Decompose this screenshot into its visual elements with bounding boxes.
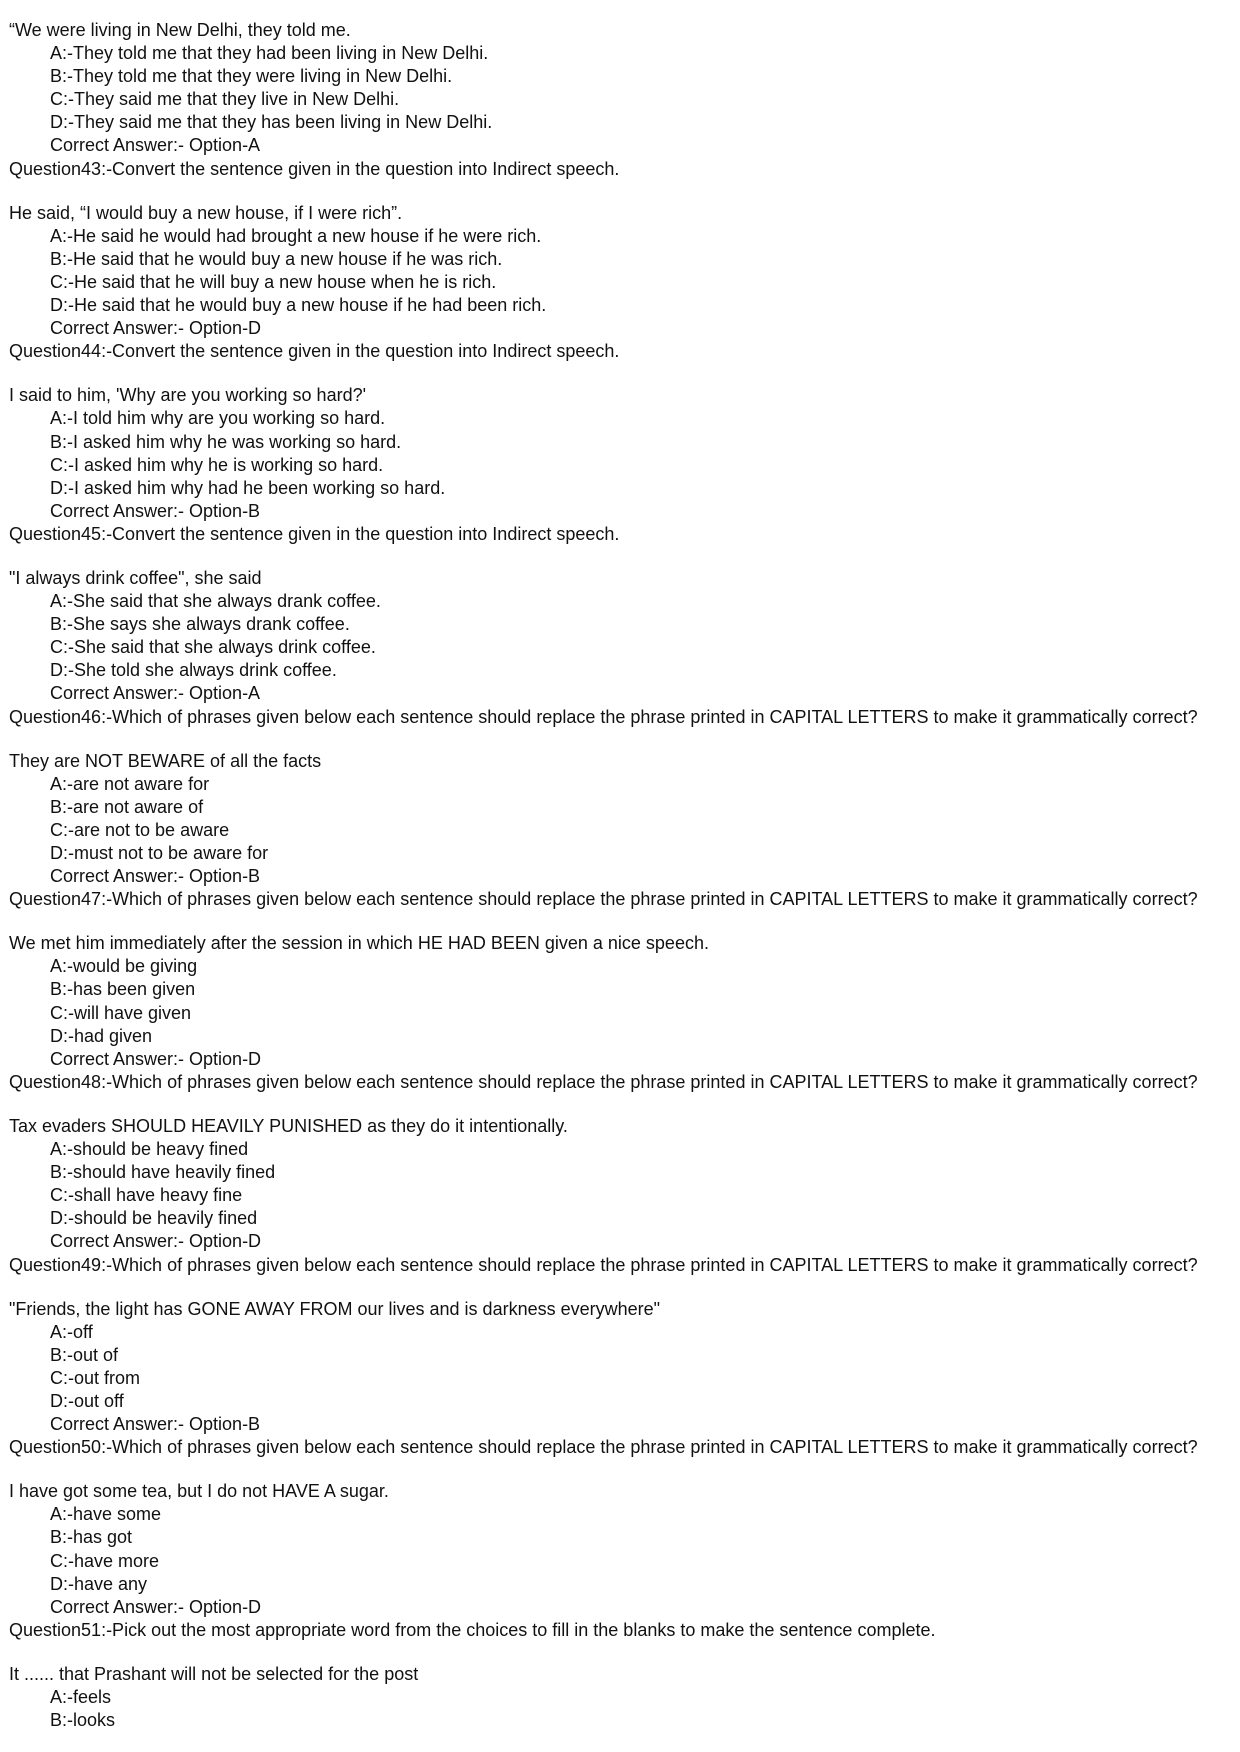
option-c: C:-have more (50, 1550, 160, 1571)
option-d: D:-should be heavily fined (50, 1208, 258, 1229)
question-49 (9, 1254, 1240, 1437)
correct-answer: Correct Answer:- Option-D (50, 318, 262, 339)
option-c: C:-are not to be aware (50, 819, 230, 840)
option-a: A:-feels (50, 1687, 112, 1707)
option-b: B:-He said that he would buy a new house if he was rich. (50, 248, 503, 269)
question-stem: It ...... that Prashant will not be selected for the post (9, 1663, 419, 1684)
question-stem: "I always drink coffee", she said (9, 567, 262, 588)
question-heading: Question46:-Which of phrases given below each sentence should replace the phrase printed in CAPITAL LETTERS to make it grammatically correct? (9, 706, 1198, 727)
option-b: B:-looks (50, 1710, 116, 1731)
option-d: D:-out off (50, 1390, 124, 1411)
option-d: D:-I asked him why had he been working so hard. (50, 477, 446, 498)
correct-answer: Correct Answer:- Option-B (50, 866, 261, 887)
correct-answer: Correct Answer:- Option-D (50, 1231, 262, 1252)
question-heading: Question47:-Which of phrases given below each sentence should replace the phrase printed in CAPITAL LETTERS to make it grammatically correct? (9, 889, 1198, 910)
option-a: A:-He said he would had brought a new house if he were rich. (50, 225, 542, 246)
question-stem: I said to him, 'Why are you working so hard?' (9, 385, 367, 406)
question-45 (9, 523, 1240, 706)
option-b: B:-She says she always drank coffee. (50, 614, 350, 635)
option-d: D:-She told she always drink coffee. (50, 660, 337, 681)
option-b: B:-They told me that they were living in New Delhi. (50, 66, 453, 87)
question-50 (9, 1436, 1240, 1619)
question-heading: Question45:-Convert the sentence given in the question into Indirect speech. (9, 523, 620, 544)
correct-answer: Correct Answer:- Option-B (50, 1414, 261, 1435)
question-47 (9, 888, 1240, 1071)
question-stem: We met him immediately after the session in which HE HAD BEEN given a nice speech. (9, 933, 709, 954)
question-stem: “We were living in New Delhi, they told me. (9, 20, 351, 40)
question-stem: They are NOT BEWARE of all the facts (9, 750, 322, 771)
option-c: C:-She said that she always drink coffee. (50, 637, 376, 658)
option-c: C:-shall have heavy fine (50, 1185, 243, 1206)
question-heading: Question44:-Convert the sentence given in the question into Indirect speech. (9, 341, 620, 362)
option-a: A:-have some (50, 1504, 162, 1525)
option-c: C:-I asked him why he is working so hard. (50, 454, 384, 475)
correct-answer: Correct Answer:- Option-D (50, 1048, 262, 1069)
option-b: B:-has been given (50, 979, 196, 1000)
option-d: D:-have any (50, 1573, 148, 1594)
question-stem: "Friends, the light has GONE AWAY FROM our lives and is darkness everywhere" (9, 1298, 661, 1319)
option-c: C:-He said that he will buy a new house when he is rich. (50, 271, 497, 292)
question-51 (9, 1619, 1240, 1732)
option-a: A:-She said that she always drank coffee. (50, 591, 381, 612)
question-heading: Question50:-Which of phrases given below each sentence should replace the phrase printed in CAPITAL LETTERS to make it grammatically correct? (9, 1437, 1198, 1458)
option-a: A:-are not aware for (50, 773, 210, 794)
correct-answer: Correct Answer:- Option-A (50, 683, 261, 704)
option-b: B:-should have heavily fined (50, 1162, 276, 1183)
question-heading: Question48:-Which of phrases given below each sentence should replace the phrase printed in CAPITAL LETTERS to make it grammatically correct? (9, 1071, 1198, 1092)
question-44 (9, 340, 1240, 523)
option-d: D:-must not to be aware for (50, 843, 269, 863)
option-d: D:-They said me that they has been living in New Delhi. (50, 112, 493, 133)
option-b: B:-I asked him why he was working so hard. (50, 431, 402, 452)
question-43 (9, 158, 1240, 341)
exam-document (9, 19, 1240, 1732)
question-stem: Tax evaders SHOULD HEAVILY PUNISHED as they do it intentionally. (9, 1115, 568, 1136)
option-c: C:-out from (50, 1367, 141, 1388)
correct-answer: Correct Answer:- Option-D (50, 1596, 262, 1617)
option-d: D:-He said that he would buy a new house if he had been rich. (50, 295, 547, 316)
option-b: B:-are not aware of (50, 796, 204, 817)
question-stem: I have got some tea, but I do not HAVE A sugar. (9, 1481, 389, 1502)
option-d: D:-had given (50, 1025, 153, 1046)
option-a: A:-off (50, 1321, 93, 1342)
option-b: B:-out of (50, 1344, 119, 1365)
question-heading: Question49:-Which of phrases given below each sentence should replace the phrase printed in CAPITAL LETTERS to make it grammatically correct? (9, 1254, 1198, 1275)
question-heading: Question51:-Pick out the most appropriate word from the choices to fill in the blanks to make the sentence complete. (9, 1619, 936, 1640)
option-c: C:-They said me that they live in New Delhi. (50, 89, 400, 110)
option-a: A:-They told me that they had been living in New Delhi. (50, 43, 489, 64)
question-heading: Question43:-Convert the sentence given in the question into Indirect speech. (9, 158, 620, 179)
option-c: C:-will have given (50, 1002, 192, 1023)
option-a: A:-would be giving (50, 956, 198, 977)
question-stem: He said, “I would buy a new house, if I were rich”. (9, 202, 403, 223)
question-48 (9, 1071, 1240, 1254)
option-a: A:-I told him why are you working so hard. (50, 408, 386, 429)
option-b: B:-has got (50, 1527, 133, 1548)
correct-answer: Correct Answer:- Option-A (50, 135, 261, 156)
option-a: A:-should be heavy fined (50, 1139, 249, 1160)
question-46 (9, 706, 1240, 889)
correct-answer: Correct Answer:- Option-B (50, 500, 261, 521)
